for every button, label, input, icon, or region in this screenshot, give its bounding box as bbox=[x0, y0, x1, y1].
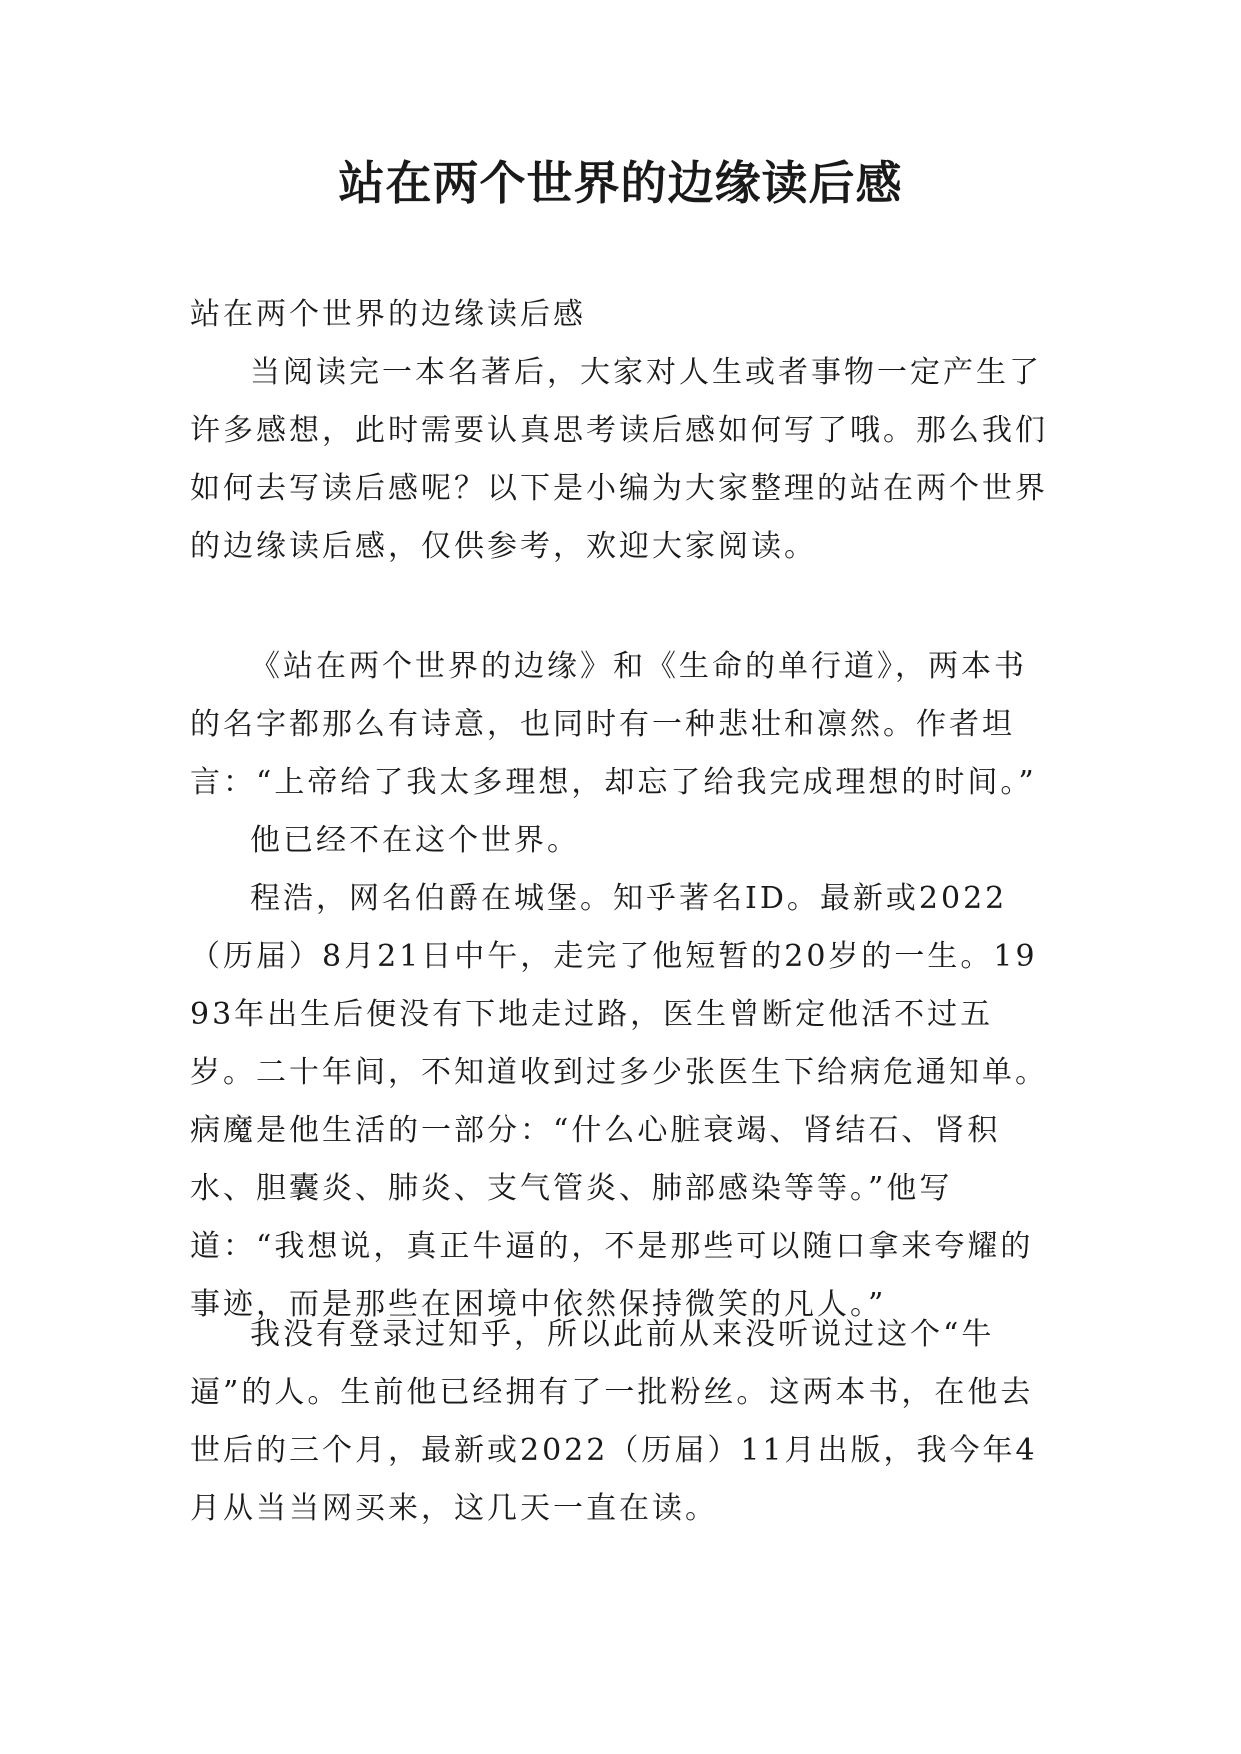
body-paragraph-biography: 程浩，网名伯爵在城堡。知乎著名ID。最新或2022（历届）8月21日中午，走完了他短暂的20岁的一生。1993年出生后便没有下地走过路，医生曾断定他活不过五岁。二十年间，不知道收到过多少张医生下给病危通知单。病魔是他生活的一部分：“什么心脏衰竭、肾结石、肾积水、胆囊炎、肺炎、支气管炎、肺部感染等等。”他写道：“我想说，真正牛逼的，不是那些可以随口拿来夸耀的事迹，而是那些在困境中依然保持微笑的凡人。” bbox=[190, 881, 1048, 1322]
subtitle-line: 站在两个世界的边缘读后感 bbox=[190, 297, 586, 332]
main-section bbox=[190, 638, 1058, 1334]
document-title: 站在两个世界的边缘读后感 bbox=[338, 156, 903, 210]
body-paragraph-reading: 我没有登录过知乎，所以此前从来没听说过这个“牛逼”的人。生前他已经拥有了一批粉丝。这两本书，在他去世后的三个月，最新或2022（历届）11月出版，我今年4月从当当网买来，这几天一直在读。 bbox=[190, 1317, 1038, 1526]
intro-section bbox=[190, 286, 1058, 576]
body-paragraph-passed: 他已经不在这个世界。 bbox=[250, 823, 580, 858]
intro-paragraph: 当阅读完一本名著后，大家对人生或者事物一定产生了许多感想，此时需要认真思考读后感如何写了哦。那么我们如何去写读后感呢？以下是小编为大家整理的站在两个世界的边缘读后感，仅供参考，欢迎大家阅读。 bbox=[190, 355, 1048, 564]
body-paragraph-books: 《站在两个世界的边缘》和《生命的单行道》，两本书的名字都那么有诗意，也同时有一种悲壮和凛然。作者坦言：“上帝给了我太多理想，却忘了给我完成理想的时间。” bbox=[190, 649, 1037, 800]
closing-section bbox=[190, 1306, 1058, 1538]
